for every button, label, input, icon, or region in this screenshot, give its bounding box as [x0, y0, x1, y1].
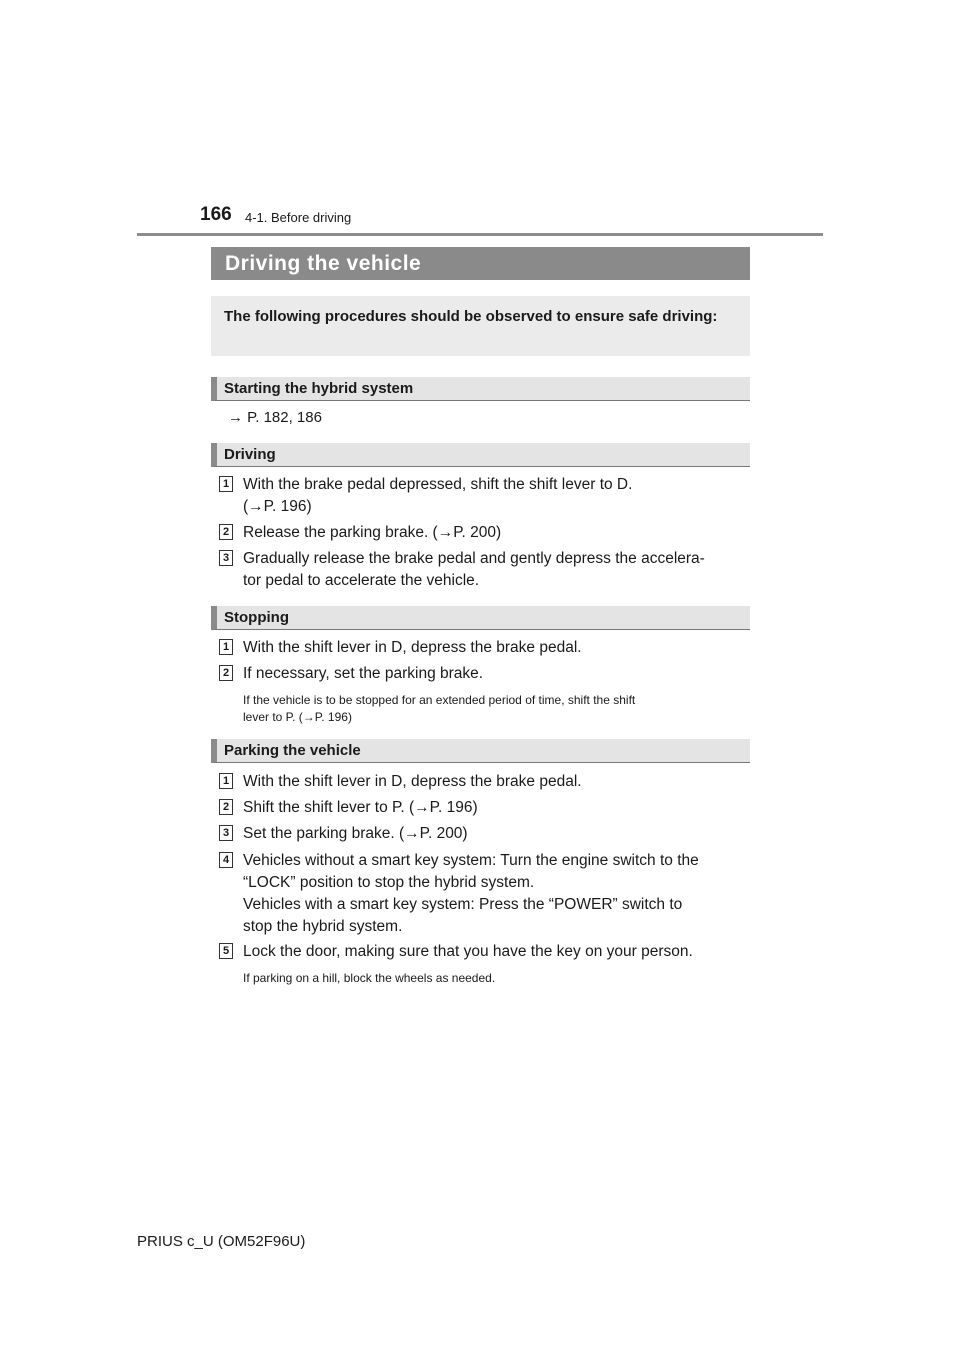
step-text: [243, 850, 746, 938]
step-text-line: Vehicles with a smart key system: Press the “POWER” switch to: [243, 896, 683, 913]
step-text: If necessary, set the parking brake.: [243, 665, 484, 682]
footer-model-code: PRIUS c_U (OM52F96U): [137, 1233, 306, 1250]
note-line: lever to P. (→P. 196): [243, 710, 352, 724]
step-number-badge: 1: [219, 773, 233, 789]
step-number-badge: 2: [219, 799, 233, 815]
header-divider: [137, 233, 823, 236]
heading-starting-hybrid-system: Starting the hybrid system: [211, 377, 750, 401]
step-number-badge: 1: [219, 476, 233, 492]
step-number-badge: 2: [219, 524, 233, 540]
intro-box: The following procedures should be observed to ensure safe driving:: [211, 296, 750, 356]
step-number-badge: 3: [219, 825, 233, 841]
step-text-line: Vehicles without a smart key system: Turn the engine switch to the: [243, 852, 699, 869]
step-text: [243, 548, 746, 592]
heading-stopping: Stopping: [211, 606, 750, 630]
step-text-line: “LOCK” position to stop the hybrid system.: [243, 874, 535, 891]
step-text: [243, 474, 746, 518]
note-text: [243, 692, 746, 726]
page-reference: → P. 182, 186: [228, 409, 322, 426]
step-number-badge: 1: [219, 639, 233, 655]
note-line: If the vehicle is to be stopped for an extended period of time, shift the shift: [243, 693, 636, 707]
step-text-line: With the brake pedal depressed, shift the shift lever to D.: [243, 476, 633, 493]
heading-parking-the-vehicle: Parking the vehicle: [211, 739, 750, 763]
note-text: If parking on a hill, block the wheels as needed.: [243, 971, 496, 985]
page-title: Driving the vehicle: [211, 247, 750, 280]
step-text: With the shift lever in D, depress the brake pedal.: [243, 639, 582, 656]
step-text: Release the parking brake. (→P. 200): [243, 524, 502, 541]
step-number-badge: 5: [219, 943, 233, 959]
step-number-badge: 4: [219, 852, 233, 868]
step-text-line: tor pedal to accelerate the vehicle.: [243, 572, 480, 589]
step-text: Lock the door, making sure that you have the key on your person.: [243, 943, 693, 960]
step-text-line: (→P. 196): [243, 498, 312, 515]
step-number-badge: 3: [219, 550, 233, 566]
section-breadcrumb: 4-1. Before driving: [245, 210, 352, 225]
step-text: Shift the shift lever to P. (→P. 196): [243, 799, 478, 816]
step-text-line: Gradually release the brake pedal and gently depress the accelera-: [243, 550, 705, 567]
page-number: 166: [200, 204, 232, 225]
step-text: With the shift lever in D, depress the brake pedal.: [243, 773, 582, 790]
step-text-line: stop the hybrid system.: [243, 918, 403, 935]
step-text: Set the parking brake. (→P. 200): [243, 825, 468, 842]
step-number-badge: 2: [219, 665, 233, 681]
heading-driving: Driving: [211, 443, 750, 467]
